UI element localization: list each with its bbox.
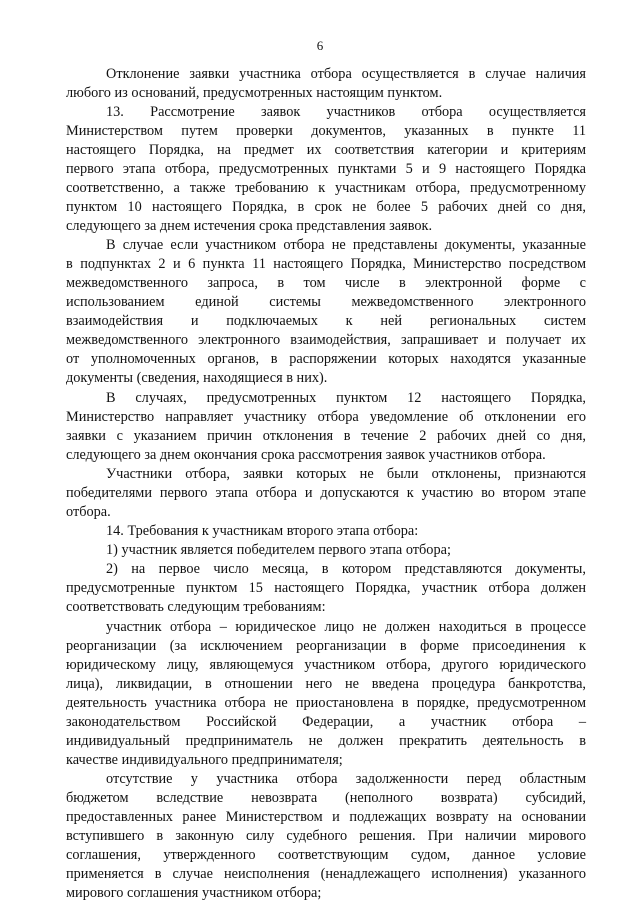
text-line: законодательством Российской Федерации, а участник отбора –: [66, 714, 586, 730]
text-line: настоящего Порядка, на предмет их соответствия категории и критериям: [66, 142, 586, 158]
text-line: предоставленных ранее Министерством и подлежащих возврату на основании: [66, 809, 586, 825]
text-line: бюджетом вследствие невозврата (неполного возврата) субсидий,: [66, 790, 586, 806]
text-line: межведомственного запроса, в том числе в электронной форме с: [66, 275, 586, 291]
text-line: соглашения, утвержденного соответствующим судом, данное условие: [66, 847, 586, 863]
text-line: предусмотренные пунктом 15 настоящего Порядка, участник отбора должен: [66, 580, 586, 596]
text-line: соответственно, а также требованию к участникам отбора, предусмотренному: [66, 180, 586, 196]
text-line: 1) участник является победителем первого этапа отбора;: [106, 542, 451, 558]
page-number: 6: [316, 38, 324, 53]
text-line: реорганизации (за исключением реорганизации в форме присоединения к: [66, 638, 586, 654]
text-line: деятельность участника отбора не приостановлена в порядке, предусмотренном: [66, 695, 586, 711]
text-line: лица), ликвидации, в отношении него не введена процедура банкротства,: [66, 676, 586, 692]
text-line: применяется в случае неисполнения (ненадлежащего исполнения) указанного: [66, 866, 586, 882]
text-line: следующего за днем окончания срока рассмотрения заявок участников отбора.: [66, 447, 546, 463]
text-line: первого этапа отбора, предусмотренных пунктами 5 и 9 настоящего Порядка: [66, 161, 586, 177]
text-line: вступившего в законную силу судебного решения. При наличии мирового: [66, 828, 586, 844]
text-line: В случае если участником отбора не представлены документы, указанные: [106, 237, 586, 253]
text-line: участник отбора – юридическое лицо не должен находиться в процессе: [106, 619, 586, 635]
text-line: заявки с указанием причин отклонения в течение 2 рабочих дней со дня,: [66, 428, 586, 444]
text-line: юридическому лицу, являющемуся участником отбора, другого юридического: [66, 657, 586, 673]
text-line: 13. Рассмотрение заявок участников отбора осуществляется: [106, 104, 586, 120]
text-line: индивидуальный предприниматель не должен прекратить деятельность в: [66, 733, 586, 749]
text-line: Участники отбора, заявки которых не были отклонены, признаются: [106, 466, 586, 482]
text-line: победителями первого этапа отбора и допускаются к участию во втором этапе: [66, 485, 586, 501]
text-line: качестве индивидуального предпринимателя;: [66, 752, 343, 768]
text-line: соответствовать следующим требованиям:: [66, 599, 326, 615]
text-line: следующего за днем истечения срока представления заявок.: [66, 218, 433, 234]
text-line: от уполномоченных органов, в распоряжении которых находятся указанные: [66, 351, 586, 367]
text-line: Министерством путем проверки документов, указанных в пункте 11: [66, 123, 586, 139]
text-line: отбора.: [66, 504, 111, 520]
text-line: отсутствие у участника отбора задолженности перед областным: [106, 771, 586, 787]
text-line: взаимодействия и подключаемых к ней региональных систем: [66, 313, 586, 329]
text-line: Министерство направляет участнику отбора уведомление об отклонении его: [66, 409, 586, 425]
text-line: мирового соглашения участником отбора;: [66, 885, 322, 901]
text-line: документы (сведения, находящиеся в них).: [66, 370, 328, 386]
text-line: использованием единой системы межведомственного электронного: [66, 294, 586, 310]
text-line: межведомственного электронного взаимодействия, запрашивает и получает их: [66, 332, 586, 348]
text-line: в подпунктах 2 и 6 пункта 11 настоящего Порядка, Министерство посредством: [66, 256, 586, 272]
text-line: Отклонение заявки участника отбора осуществляется в случае наличия: [106, 66, 586, 82]
text-line: пунктом 10 настоящего Порядка, в срок не более 5 рабочих дней со дня,: [66, 199, 586, 215]
text-line: 14. Требования к участникам второго этапа отбора:: [106, 523, 419, 539]
text-line: В случаях, предусмотренных пунктом 12 настоящего Порядка,: [106, 390, 586, 406]
text-line: 2) на первое число месяца, в котором представляются документы,: [106, 561, 586, 577]
text-line: любого из оснований, предусмотренных настоящим пунктом.: [66, 85, 443, 101]
